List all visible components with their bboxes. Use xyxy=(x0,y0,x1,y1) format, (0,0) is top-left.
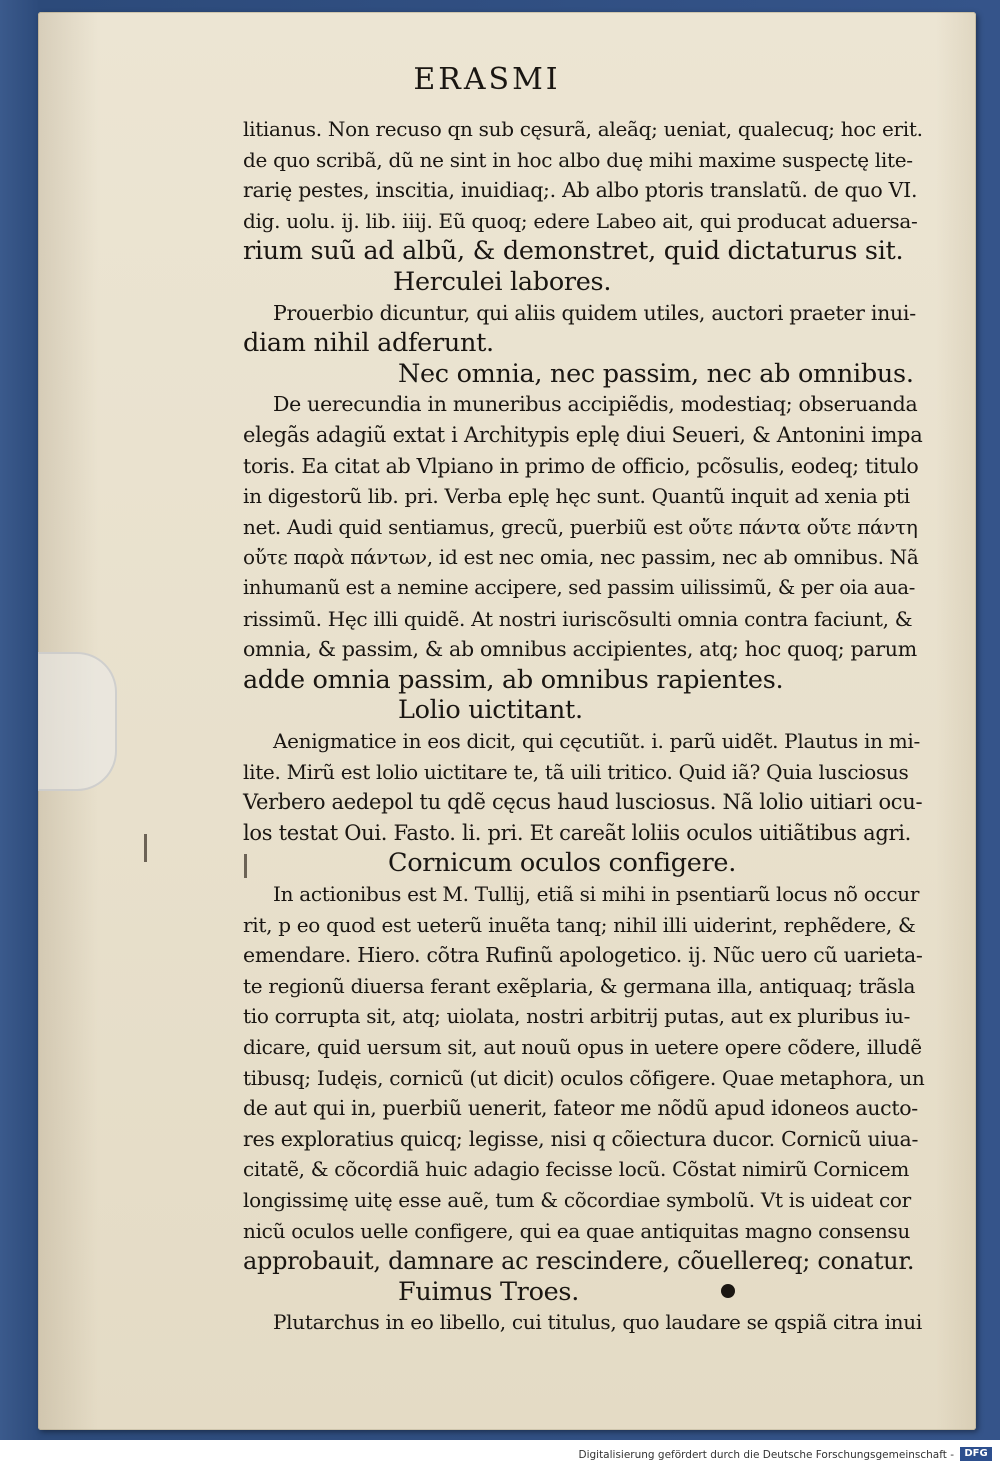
text-line: dicare, quid uersum sit, aut nouũ opus in uetere opere cõdere, illudẽ xyxy=(243,1035,922,1059)
text-line: longissimę uitę esse auẽ, tum & cõcordiae symbolũ. Vt is uideat cor xyxy=(243,1188,911,1212)
text-line: Lolio uictitant. xyxy=(398,695,583,726)
text-line: Herculei labores. xyxy=(393,267,612,297)
text-line: te regionũ diuersa ferant exẽplaria, & germana illa, antiquaq; trãsla xyxy=(243,973,916,998)
text-line: citatẽ, & cõcordiã huic adagio fecisse locũ. Cõstat nimirũ Cornicem xyxy=(243,1157,910,1182)
text-line: de quo scribã, dũ ne sint in hoc albo duę mihi maxime suspectę lite- xyxy=(243,147,913,172)
page-edge-stain xyxy=(936,12,976,1430)
text-line: diam nihil adferunt. xyxy=(243,328,494,359)
text-line: approbauit, damnare ac rescindere, cõuellereq; conatur. xyxy=(243,1247,915,1276)
text-line: in digestorũ lib. pri. Verba eplę hęc sunt. Quantũ inquit ad xenia pti xyxy=(243,484,910,509)
text-line: Prouerbio dicuntur, qui aliis quidem utiles, auctori praeter inui- xyxy=(273,300,916,325)
text-line: rium suũ ad albũ, & demonstret, quid dictaturus sit. xyxy=(243,236,904,267)
funding-credit: Digitalisierung gefördert durch die Deutsche Forschungsgemeinschaft - xyxy=(578,1449,954,1461)
text-line: elegãs adagiũ extat i Architypis eplę diui Seueri, & Antonini impa xyxy=(243,423,923,447)
text-line: tibusq; Iudęis, cornicũ (ut dicit) oculos cõfigere. Quae metaphora, un xyxy=(243,1065,925,1090)
text-line: Plutarchus in eo libello, cui titulus, quo laudare se qspiã citra inui xyxy=(273,1310,922,1335)
text-line: de aut qui in, puerbiũ uenerit, fateor me nõdũ apud idoneos aucto- xyxy=(243,1096,918,1121)
book-page xyxy=(38,12,976,1430)
text-line: tio corrupta sit, atq; uiolata, nostri arbitrij putas, aut ex pluribus iu- xyxy=(243,1004,911,1029)
text-line: los testat Oui. Fasto. li. pri. Et careãt loliis oculos uitiãtibus agri. xyxy=(243,820,911,845)
text-line: omnia, & passim, & ab omnibus accipientes, atq; hoc quoq; parum xyxy=(243,637,917,662)
text-line: lite. Mirũ est lolio uictitare te, tã uili tritico. Quid iã? Quia lusciosus xyxy=(243,759,909,784)
text-line: In actionibus est M. Tullij, etiã si mihi in psentiarũ locus nõ occur xyxy=(273,882,920,906)
text-line: toris. Ea citat ab Vlpiano in primo de officio, pcõsulis, eodeq; titulo xyxy=(243,453,919,478)
text-line: rissimũ. Hęc illi quidẽ. At nostri iuriscõsulti omnia contra faciunt, & xyxy=(243,606,913,631)
text-line: net. Audi quid sentiamus, grecũ, puerbiũ est οὔτε πάντα οὔτε πάντη xyxy=(243,514,918,539)
text-line: οὔτε παρὰ πάντων, id est nec omia, nec passim, nec ab omnibus. Nã xyxy=(243,545,919,570)
text-line: adde omnia passim, ab omnibus rapientes. xyxy=(243,664,784,695)
text-line: Fuimus Troes. xyxy=(398,1276,580,1307)
page-dot xyxy=(721,1284,735,1298)
text-line: Nec omnia, nec passim, nec ab omnibus. xyxy=(398,358,914,389)
digitization-footer xyxy=(0,1440,1000,1470)
text-line: rit, p eo quod est ueterũ inuẽta tanq; nihil illi uiderint, rephẽdere, & xyxy=(243,912,916,937)
text-line: nicũ oculos uelle configere, qui ea quae antiquitas magno consensu xyxy=(243,1218,910,1243)
text-line: Verbero aedepol tu qdẽ cęcus haud lusciosus. Nã lolio uitiari ocu- xyxy=(243,790,923,815)
text-line: Cornicum oculos configere. xyxy=(388,848,737,879)
page-clip xyxy=(38,652,117,791)
running-head: ERASMI xyxy=(413,62,561,97)
text-line: Aenigmatice in eos dicit, qui cęcutiũt. i. parũ uidẽt. Plautus in mi- xyxy=(273,729,920,753)
text-line: res exploratius quicq; legisse, nisi q cõiectura ducor. Cornicũ uiua- xyxy=(243,1126,919,1151)
text-line: inhumanũ est a nemine accipere, sed passim uilissimũ, & per oia aua- xyxy=(243,576,916,599)
text-line: emendare. Hiero. cõtra Rufinũ apologetico. ij. Nũc uero cũ uarieta- xyxy=(243,943,923,968)
margin-mark xyxy=(244,854,247,878)
text-line: rarię pestes, inscitia, inuidiaq;. Ab albo ptoris translatũ. de quo VI. xyxy=(243,178,918,203)
text-line: dig. uolu. ij. lib. iiij. Eũ quoq; edere Labeo ait, qui producat aduersa- xyxy=(243,208,918,233)
dfg-logo: DFG xyxy=(960,1447,992,1461)
text-line: litianus. Non recuso qn sub cęsurã, aleãq; ueniat, qualecuq; hoc erit. xyxy=(243,117,923,141)
text-line: De uerecundia in muneribus accipiẽdis, modestiaq; obseruanda xyxy=(273,392,918,417)
margin-mark xyxy=(144,834,147,862)
